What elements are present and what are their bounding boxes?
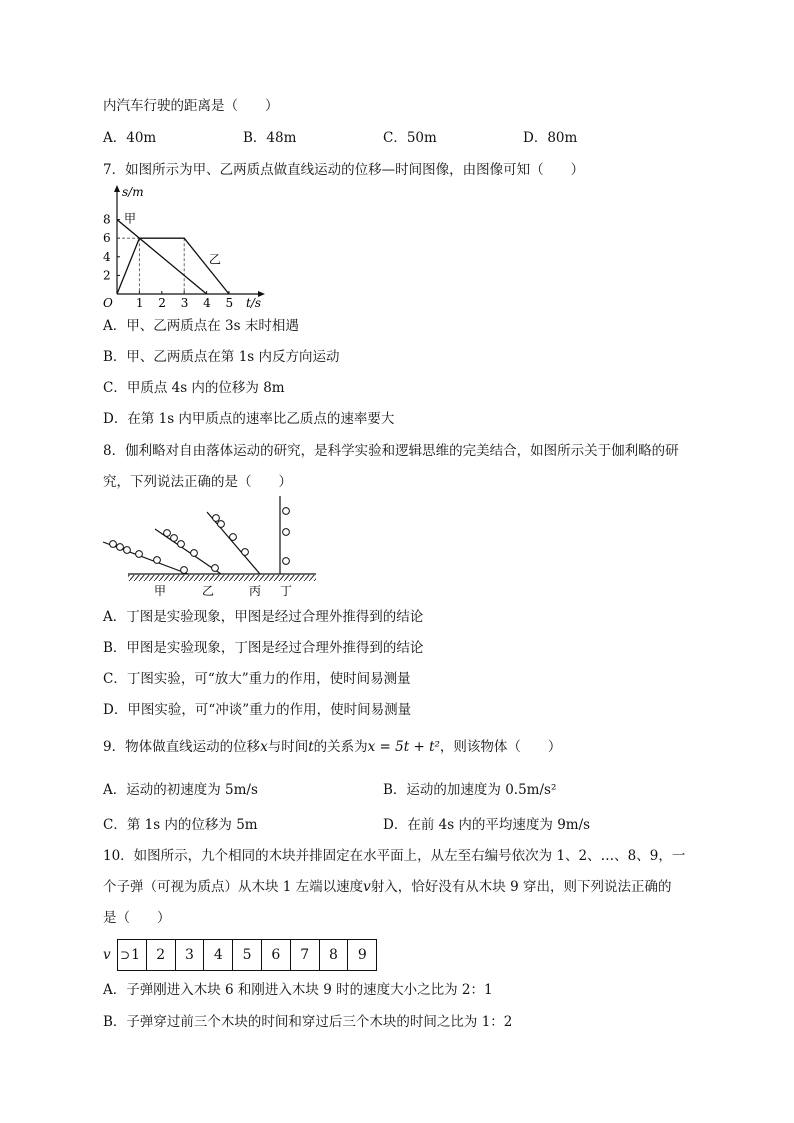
block-2: 2 (146, 940, 175, 970)
q9-option-c: C．第 1s 内的位移为 5m (103, 817, 258, 833)
ground-hatch (128, 575, 316, 581)
q9-stem: 9．物体做直线运动的位移x与时间t的关系为x = 5t + t²，则该物体（ ） (103, 739, 562, 755)
ramp-jia (103, 542, 188, 574)
block-8: 8 (319, 940, 348, 970)
ball (154, 557, 161, 564)
y-tick-label: 8 (103, 212, 111, 227)
label-ding: 丁 (280, 584, 293, 598)
block-3: 3 (175, 940, 204, 970)
q8-option-a: A．丁图是实验现象，甲图是经过合理外推得到的结论 (103, 609, 424, 625)
ball (110, 541, 117, 548)
y-axis-arrow-icon (114, 185, 120, 192)
ball (218, 521, 225, 528)
x-tick-label: 5 (225, 296, 234, 310)
block-7: 7 (290, 940, 319, 970)
label-yi: 乙 (202, 584, 215, 598)
ball (164, 530, 171, 537)
q8-stem-line2: 究，下列说法正确的是（ ） (103, 474, 292, 490)
q6-option-d: D．80m (523, 130, 578, 146)
y-tick-label: 2 (103, 268, 111, 283)
block-row (117, 939, 377, 971)
q7-option-d: D．在第 1s 内甲质点的速率比乙质点的速率要大 (103, 411, 395, 427)
x-tick-label: 1 (135, 296, 144, 310)
ball (178, 541, 185, 548)
q8-option-d: D．甲图实验，可“冲谈”重力的作用，使时间易测量 (103, 702, 412, 718)
velocity-label: v (103, 947, 111, 963)
ball (230, 534, 237, 541)
q10-stem-line3: 是（ ） (103, 910, 171, 926)
block-4: 4 (203, 940, 232, 970)
q9-option-b: B．运动的加速度为 0.5m/s² (383, 782, 557, 798)
series-jia-label: 甲 (124, 211, 137, 226)
block-9: 9 (347, 940, 376, 970)
q9-option-a: A．运动的初速度为 5m/s (103, 782, 258, 798)
q10-option-b: B．子弹穿过前三个木块的时间和穿过后三个木块的时间之比为 1：2 (103, 1014, 513, 1030)
x-tick-label: 2 (158, 296, 166, 310)
ball (242, 549, 249, 556)
origin-label: O (103, 296, 113, 310)
q9-option-d: D．在前 4s 内的平均速度为 9m/s (383, 817, 591, 833)
ball (283, 508, 290, 515)
ball (124, 547, 131, 554)
x-tick-label: 4 (203, 296, 211, 310)
wood-blocks-figure (103, 939, 377, 971)
ball (136, 551, 143, 558)
ball (283, 529, 290, 536)
q9-formula: x = 5t + t² (367, 739, 440, 755)
q6-stem-end: 内汽车行驶的距离是（ ） (103, 98, 279, 114)
y-tick-label: 4 (103, 249, 111, 264)
ball (171, 535, 178, 542)
ball (181, 567, 188, 574)
galileo-inclined-plane-figure (100, 496, 320, 600)
q7-option-c: C．甲质点 4s 内的位移为 8m (103, 380, 285, 396)
ball (212, 565, 219, 572)
label-jia: 甲 (154, 584, 167, 598)
q8-stem-line1: 8．伽利略对自由落体运动的研究，是科学实验和逻辑思维的完美结合，如图所示关于伽利略的研 (103, 443, 679, 459)
series-yi-label: 乙 (208, 252, 221, 267)
q10-option-a: A．子弹刚进入木块 6 和刚进入木块 9 时的速度大小之比为 2：1 (103, 982, 493, 998)
x-tick-label: 3 (180, 296, 189, 310)
q7-st-graph (100, 183, 270, 310)
q7-option-a: A．甲、乙两质点在 3s 末时相遇 (103, 318, 299, 334)
q6-option-c: C．50m (383, 130, 437, 146)
q7-option-b: B．甲、乙两质点在第 1s 内反方向运动 (103, 349, 340, 365)
ball (283, 558, 290, 565)
x-axis-label: t/s (246, 296, 262, 310)
q10-stem-line2: 个子弹（可视为质点）从木块 1 左端以速度v射入，恰好没有从木块 9 穿出，则下列说法正确的 (103, 879, 672, 895)
block-6: 6 (261, 940, 290, 970)
q10-stem-line1: 10．如图所示，九个相同的木块并排固定在水平面上，从左至右编号依次为 1、2、…、8、9，一 (103, 848, 686, 864)
block-1: ⊃ 1 (120, 947, 140, 963)
block-5: 5 (232, 940, 261, 970)
y-tick-label: 6 (103, 231, 111, 246)
q6-option-b: B．48m (243, 130, 297, 146)
q8-option-b: B．甲图是实验现象，丁图是经过合理外推得到的结论 (103, 640, 424, 656)
series-jia-line (117, 220, 207, 294)
bullet-arrow-icon: ⊃ (120, 948, 131, 962)
q6-option-a: A．40m (103, 130, 157, 146)
q7-stem: 7．如图所示为甲、乙两质点做直线运动的位移—时间图像，由图像可知（ ） (103, 162, 585, 178)
ball (213, 515, 220, 522)
ball (117, 544, 124, 551)
ball (191, 550, 198, 557)
label-bing: 丙 (249, 584, 262, 598)
y-axis-label: s/m (122, 185, 144, 199)
q8-option-c: C．丁图实验，可“放大”重力的作用，使时间易测量 (103, 671, 411, 687)
